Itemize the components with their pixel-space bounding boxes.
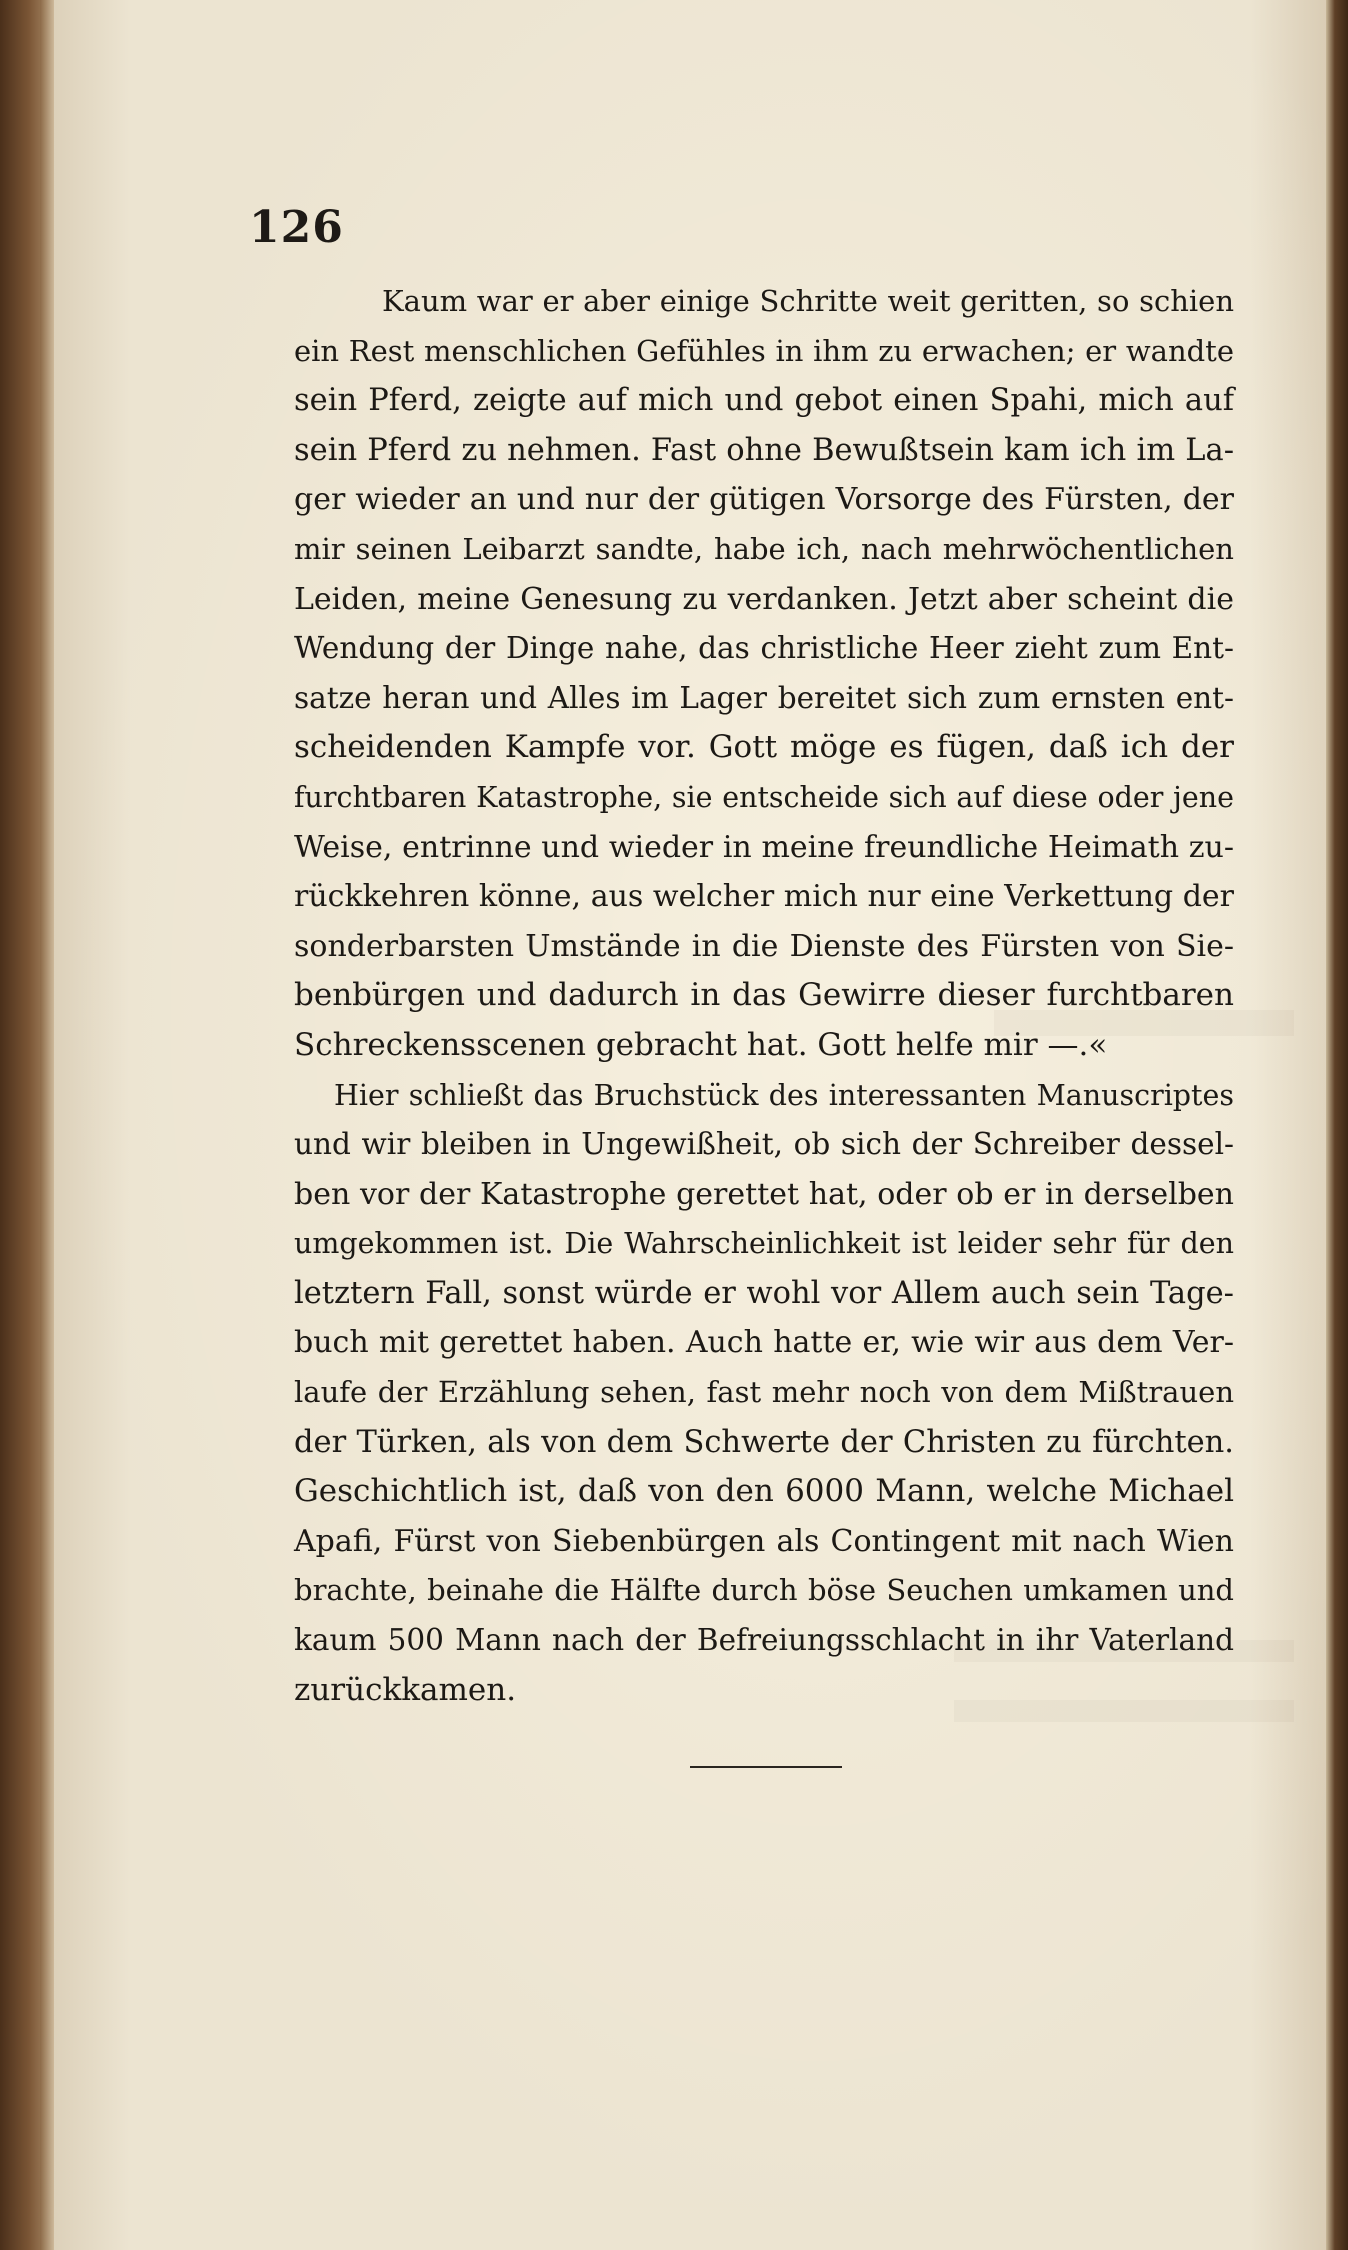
text-line: Leiden, meine Genesung zu verdanken. Jetzt aber scheint die [294, 581, 1234, 617]
text-line: furchtbaren Katastrophe, sie entscheide sich auf diese oder jene [294, 780, 1234, 814]
text-line: der Türken, als von dem Schwerte der Christen zu fürchten. [294, 1424, 1234, 1460]
text-line: kaum 500 Mann nach der Befreiungsschlacht in ihr Vaterland [294, 1623, 1234, 1658]
page-number: 126 [249, 202, 344, 253]
text-line: rückkehren könne, aus welcher mich nur eine Verkettung der [294, 879, 1234, 915]
text-line: letztern Fall, sonst würde er wohl vor Allem auch sein Tage- [294, 1275, 1234, 1311]
text-line: mir seinen Leibarzt sandte, habe ich, nach mehrwöchentlichen [294, 531, 1234, 566]
paragraph-1 [294, 277, 1234, 1071]
text-line: sonderbarsten Umstände in die Dienste des Fürsten von Sie- [294, 928, 1234, 964]
paragraph-2 [294, 1071, 1234, 1716]
body-text [294, 277, 1234, 1715]
text-line: Weise, entrinne und wieder in meine freundliche Heimath zu- [294, 829, 1234, 865]
text-line: laufe der Erzählung sehen, fast mehr noch von dem Mißtrauen [294, 1375, 1234, 1410]
text-line: Kaum war er aber einige Schritte weit geritten, so schien [382, 284, 1234, 318]
text-line: ger wieder an und nur der gütigen Vorsorge des Fürsten, der [294, 482, 1234, 518]
page-edge [1326, 0, 1348, 2250]
text-line: Apafi, Fürst von Siebenbürgen als Contingent mit nach Wien [294, 1523, 1234, 1559]
text-line: buch mit gerettet haben. Auch hatte er, wie wir aus dem Ver- [294, 1325, 1234, 1361]
text-line: sein Pferd zu nehmen. Fast ohne Bewußtsein kam ich im La- [294, 432, 1234, 468]
text-line: Geschichtlich ist, daß von den 6000 Mann, welche Michael [294, 1473, 1234, 1510]
text-line: ben vor der Katastrophe gerettet hat, oder ob er in derselben [294, 1176, 1234, 1212]
binding-edge [40, 0, 54, 2250]
text-line: umgekommen ist. Die Wahrscheinlichkeit ist leider sehr für den [294, 1227, 1234, 1261]
text-line: zurückkamen. [294, 1671, 517, 1708]
text-line: Schreckensscenen gebracht hat. Gott helfe mir —.« [294, 1026, 1108, 1063]
text-line: Hier schließt das Bruchstück des interessanten Manuscriptes [334, 1078, 1234, 1112]
text-line: und wir bleiben in Ungewißheit, ob sich der Schreiber dessel- [294, 1127, 1234, 1162]
text-line: ein Rest menschlichen Gefühles in ihm zu erwachen; er wandte [294, 333, 1234, 368]
text-line: scheidenden Kampfe vor. Gott möge es fügen, daß ich der [294, 729, 1234, 766]
text-line: brachte, beinahe die Hälfte durch böse Seuchen umkamen und [294, 1573, 1234, 1608]
text-line: Wendung der Dinge nahe, das christliche Heer zieht zum Ent- [294, 631, 1234, 666]
text-line: satze heran und Alles im Lager bereitet sich zum ernsten ent- [294, 680, 1234, 715]
text-line: sein Pferd, zeigte auf mich und gebot einen Spahi, mich auf [294, 383, 1234, 419]
section-divider [690, 1766, 842, 1768]
text-line: benbürgen und dadurch in das Gewirre dieser furchtbaren [294, 977, 1234, 1014]
book-page [54, 0, 1326, 2250]
